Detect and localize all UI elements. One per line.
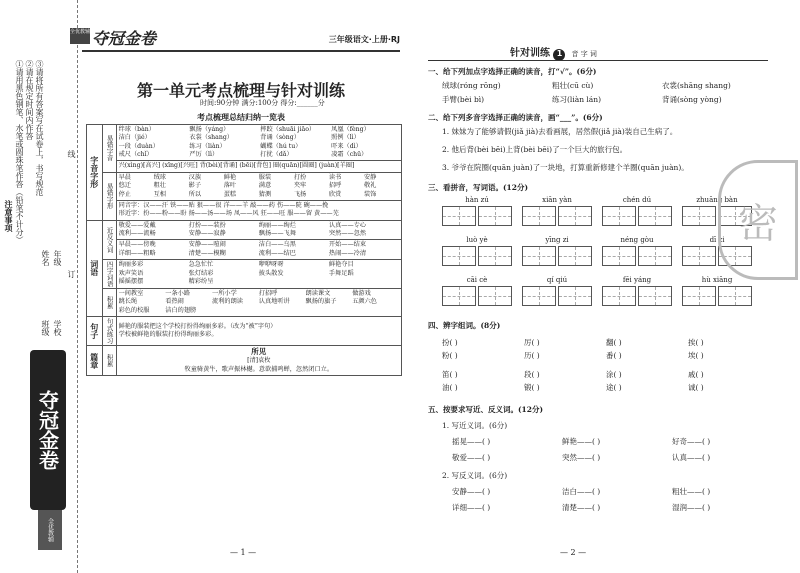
bianzi-item: 笛( ): [442, 370, 458, 379]
xing-item: 停止: [118, 190, 131, 198]
siz-item: 咿咿呀呀: [258, 261, 284, 269]
bianzi-item: 番( ): [606, 351, 622, 360]
pinyin-box: [682, 276, 752, 306]
jinyi-grid: [119, 222, 399, 239]
sub-siz: 四字词语: [102, 260, 116, 289]
page-number-left: — 1 —: [230, 548, 257, 557]
bianzi-pair: [524, 368, 540, 394]
write-cell[interactable]: [718, 286, 752, 306]
pinyin-label: luò yè: [466, 236, 488, 244]
xing-item: 悠迁: [118, 182, 131, 190]
xing-item: 服装: [258, 173, 272, 181]
grade-label: 三年级语文·上册·RJ: [328, 35, 400, 44]
q5b-item: 洁白——( ): [562, 487, 601, 496]
q5a-items: [452, 436, 782, 468]
biji-item: 飘扬的旗子: [305, 298, 337, 306]
xing-item: 所以: [188, 190, 202, 198]
biji-item: 流利的朗读: [212, 298, 243, 306]
bianzi-item: 油( ): [442, 383, 458, 392]
q1-item: 衣裳(shāng shang): [662, 81, 731, 90]
bianzi-item: 锻( ): [524, 383, 540, 392]
left-header: [70, 24, 400, 52]
yin-item: 吓来（dì）: [331, 142, 362, 150]
jinyi-item: 突然——忽然: [328, 229, 367, 237]
fanyi-item: 详细——粗略: [118, 249, 156, 257]
bianzi-item: 扮( ): [442, 338, 458, 347]
bianzi-item: 段( ): [524, 370, 540, 379]
category-ju: 句子: [87, 317, 103, 346]
header-label: 针对训练: [510, 48, 550, 59]
pinyin-box: [442, 276, 512, 306]
write-cell[interactable]: [478, 246, 512, 266]
xing-item: 互相: [153, 190, 166, 198]
siz-item: 精彩纷呈: [188, 278, 214, 286]
bianzi-item: 诚( ): [688, 383, 704, 392]
bianzi-pair: [606, 336, 622, 362]
jinyi-item: 打扮——装扮: [188, 221, 226, 229]
fanyi-grid: [119, 241, 399, 258]
xing-item: 打扮: [293, 173, 307, 181]
publisher-badge: 全优教辅: [70, 28, 90, 44]
q5a-item: 敬爱——( ): [452, 453, 491, 462]
q2-item-2: 2. 他后背(bèi bēi)上背(bèi bēi)了一个巨大的旅行包。: [442, 145, 628, 154]
jinyi-item: 流利——流畅: [118, 229, 156, 237]
write-cell[interactable]: [682, 246, 716, 266]
yin-item: 照例（lì）: [331, 134, 360, 142]
pinyin-label: chén dú: [622, 196, 652, 204]
q5b-item: 详细——( ): [452, 503, 491, 512]
q1-item: 背诵(sòng yòng): [662, 95, 722, 104]
write-cell[interactable]: [522, 246, 556, 266]
brand-logo: 夺冠金卷: [92, 29, 157, 48]
siz-item: 摇摇摆摆: [118, 278, 144, 286]
yin-item: 严厉（lì）: [189, 151, 219, 159]
pinyin-box: [522, 236, 592, 266]
table-title: 考点梳理总结归纳一览表: [197, 112, 285, 122]
bianzi-item: 挨( ): [688, 338, 704, 347]
write-cell[interactable]: [522, 286, 556, 306]
page-title: 第一单元考点梳理与针对训练: [136, 81, 345, 100]
bianzi-item: 翻( ): [606, 338, 622, 347]
biji-item: 认真地听讲: [258, 298, 290, 306]
tongyin-row: 同音字：汉——汗 铁——贴 狠——很 洋——羊 敲——药 伤——院 碗——挽: [118, 201, 329, 209]
header-number: 1: [553, 49, 565, 61]
poem-text: 牧童骑黄牛，歌声振林樾。意欲捕鸣蝉，忽然闭口立。: [184, 365, 334, 373]
jinyi-item: 飘扬——飞舞: [258, 229, 296, 237]
notice-line-1: ①请用黑色钢笔、水笔或圆珠笔作答（铅笔不计分）: [15, 60, 24, 244]
q1-item: 粗壮(cū cù): [552, 81, 594, 90]
q5a-item: 好奇——( ): [672, 437, 711, 446]
jinyi-item: 绚丽——绚烂: [258, 221, 296, 229]
section-header: [510, 44, 597, 61]
biji-item: 做游戏: [352, 290, 371, 298]
write-cell[interactable]: [442, 206, 476, 226]
write-cell[interactable]: [602, 246, 636, 266]
xing-item: 招呼: [328, 182, 342, 190]
bianzi-item: 埃( ): [688, 351, 704, 360]
class-label: 班级: [41, 320, 50, 336]
yin-item: 凤凰（fèng）: [331, 126, 370, 133]
xing-item: 安静: [363, 173, 377, 181]
binding-mark-1: 线: [67, 150, 76, 158]
siz-item: 急急忙忙: [188, 261, 214, 269]
fanyi-item: 流利——结巴: [258, 249, 296, 257]
jinyi-item: 认真——专心: [328, 221, 367, 229]
xing-item: 影子: [188, 182, 202, 190]
brand-vertical-logo: 夺冠金卷: [30, 350, 66, 510]
q5b-item: 粗壮——( ): [672, 487, 711, 496]
q1-items: [442, 80, 772, 108]
sub-yicuox: 易错字形: [102, 172, 116, 220]
q1-item: 练习(liàn lán): [552, 95, 602, 104]
school-label: 学校: [53, 320, 62, 336]
fanyi-item: 开始——结束: [328, 241, 367, 249]
siz-item: 鲜艳夺目: [328, 261, 354, 269]
yin-item: 蝴蝶（hú tu）: [260, 142, 302, 150]
q5b-item: 湿润——( ): [672, 503, 711, 512]
category-ciyu: 词语: [87, 220, 103, 317]
sub-ju: 句式练习: [102, 317, 116, 346]
bianzi-item: 途( ): [606, 383, 622, 392]
xing-item: 蛋糕: [223, 190, 237, 198]
siz-item: 欢声笑语: [118, 269, 144, 277]
bianzi-item: 粉( ): [442, 351, 458, 360]
summary-table: [86, 124, 402, 376]
q2-item-3: 3. 爷爷在院圈(quān juàn)了一块地，打算重新修建个羊圈(quān juàn)。: [442, 163, 689, 172]
confidential-stamp: 密: [718, 160, 798, 280]
q5b-items: [452, 486, 782, 518]
q5b-title: 2. 写反义词。(6分): [442, 471, 508, 480]
sub-biji: 积累: [102, 289, 116, 317]
xing-item: 飞扬: [293, 190, 307, 198]
grade-label: 年级: [53, 250, 62, 266]
write-cell[interactable]: [522, 206, 556, 226]
pinyin-label: cāi cè: [466, 276, 488, 284]
poem-author: [清]袁枚: [247, 357, 271, 365]
xing-grid: [119, 174, 399, 199]
notice-title: 注意事项: [4, 200, 14, 232]
jinyi-item: 敬爱——爱戴: [118, 221, 156, 229]
bianzi-item: 涂( ): [606, 370, 622, 379]
write-cell[interactable]: [682, 206, 716, 226]
duoyin-row: 兴(xìng)[高兴] (xīng)[兴旺] 背(bèi)[背诵] (bēi)[背包] 圈(quān)[圆圈] (juàn)[羊圈]: [116, 161, 401, 172]
write-cell[interactable]: [558, 206, 592, 226]
q5b-item: 清楚——( ): [562, 503, 601, 512]
category-zici: 字音字形: [87, 125, 103, 221]
q3-title: 三、看拼音，写词语。(12分): [428, 183, 529, 192]
pinyin-box: [522, 276, 592, 306]
xing-item: 满意: [258, 182, 272, 190]
biji-item: 洁白的翅膀: [165, 306, 197, 314]
fanyi-item: 清楚——模糊: [188, 249, 226, 257]
q1-item: 绒球(róng rōng): [442, 81, 501, 90]
biji-item: 一所小学: [212, 290, 237, 298]
pinyin-box: [602, 276, 672, 306]
xing-item: 早晨: [118, 173, 131, 181]
xing-item: 汉族: [188, 173, 202, 181]
pinyin-label: hù xiāng: [701, 276, 733, 284]
bianzi-pair: [524, 336, 540, 362]
xing-item: 欣赏: [328, 190, 342, 198]
biji-item: 跳长绳: [118, 298, 138, 306]
siz-item: 手舞足蹈: [328, 269, 354, 277]
yin-item: 戒尺（chǐ）: [118, 151, 153, 159]
q2-item-1: 1. 妹妹为了能够请假(jiǎ jià)去看画展，居然假(jiǎ jià)装自己生病了。: [442, 127, 678, 136]
write-cell[interactable]: [558, 286, 592, 306]
xing-item: 夹牢: [293, 182, 307, 190]
header-divider: [428, 60, 768, 61]
write-cell[interactable]: [638, 206, 672, 226]
fanyi-item: 安静——喧闹: [188, 241, 226, 249]
write-cell[interactable]: [442, 246, 476, 266]
pinyin-box: [602, 196, 672, 226]
pinyin-box: [522, 196, 592, 226]
q1-title: 一、给下列加点字选择正确的读音，打“√”。(6分): [428, 67, 597, 76]
jinyi-item: 安静——寂静: [188, 229, 226, 237]
xing-item: 绒球: [153, 173, 166, 181]
sub-yicuo: 易错字音: [102, 125, 116, 173]
q2-title: 二、给下列多音字选择正确的读音，画“___”。(6分): [428, 113, 603, 122]
pinyin-box: [442, 236, 512, 266]
sub-fanyi: 近反义词: [102, 220, 116, 259]
name-label: 姓名: [41, 250, 50, 266]
pinyin-label: néng gòu: [620, 236, 654, 244]
write-cell[interactable]: [682, 286, 716, 306]
header-sub: 音 字 词: [571, 50, 597, 58]
sub-pian: 积累: [102, 346, 116, 376]
q5a-item: 摇晃——( ): [452, 437, 491, 446]
pinyin-box: [442, 196, 512, 226]
siz-grid: [119, 261, 399, 286]
yin-item: 飘扬（yáng）: [189, 126, 230, 133]
ju-example-2: 学校被鲜艳的服装打扮得绚丽多彩。: [118, 331, 218, 339]
yin-grid: [119, 126, 399, 159]
bianzi-pair: [688, 336, 704, 362]
q5a-item: 突然——( ): [562, 453, 601, 462]
pinyin-label: qí qiú: [546, 276, 568, 284]
write-cell[interactable]: [478, 286, 512, 306]
yin-item: 练习（liàn）: [189, 142, 226, 150]
notice-line-2: ②请在规定时间内作答: [25, 60, 34, 140]
pinyin-label: zhuāng bàn: [696, 196, 738, 204]
biji-item: 一条小路: [165, 290, 191, 298]
xing-item: 敬礼: [363, 182, 377, 190]
bianzi-pair: [442, 336, 458, 362]
yin-item: 背诵（sòng）: [260, 134, 300, 142]
binding-mark-2: 订: [67, 270, 76, 278]
siz-item: 张灯结彩: [188, 269, 214, 277]
pinyin-label: fēi yáng: [622, 276, 652, 284]
page-number-right: — 2 —: [560, 548, 587, 557]
category-pian: 篇章: [87, 346, 103, 376]
pinyin-label: xiān yàn: [542, 196, 572, 204]
poem-title: 所见: [251, 347, 267, 357]
bianzi-item: 历( ): [524, 351, 540, 360]
biji-item: 朗读课文: [305, 290, 331, 298]
siz-item: 披头散发: [258, 269, 284, 277]
notice-line-3: ③请将所有答案写在试卷上，书写规范: [35, 60, 44, 196]
biji-grid: [119, 290, 399, 315]
bianzi-item: 厉( ): [524, 338, 540, 347]
write-cell[interactable]: [602, 286, 636, 306]
q5b-item: 安静——( ): [452, 487, 491, 496]
q5-title: 五、按要求写近、反义词。(12分): [428, 405, 544, 414]
publisher-logo: 全优教辅: [38, 510, 62, 550]
xingjin-row: 形近字：扮——粉——盼 扬——汤——场 凤——风 狂——旺 服——留 黄——芜: [118, 210, 339, 218]
xing-item: 粗壮: [153, 182, 166, 190]
biji-item: 五颜六色: [352, 298, 377, 306]
fanyi-item: 热闹——冷清: [328, 249, 367, 257]
q5a-item: 认真——( ): [672, 453, 711, 462]
write-cell[interactable]: [558, 246, 592, 266]
pinyin-label: dī zi: [709, 236, 725, 244]
pinyin-label: hàn zú: [465, 196, 489, 204]
bianzi-pair: [606, 368, 622, 394]
fanyi-item: 洁白——乌黑: [258, 241, 296, 249]
ju-example-1: 鲜艳的服装把这个学校打扮得绚丽多彩。（改为“被”字句）: [118, 322, 277, 330]
bianzi-pair: [688, 368, 704, 394]
xing-item: 读书: [328, 173, 342, 181]
yin-item: 洁白（jié）: [118, 134, 151, 142]
pinyin-box: [602, 236, 672, 266]
yin-item: 打扰（dǎ）: [260, 151, 293, 159]
write-cell[interactable]: [478, 206, 512, 226]
yin-item: 衣裳（shang）: [189, 134, 233, 142]
biji-item: 一间教室: [118, 290, 144, 298]
biji-item: 打招呼: [258, 290, 278, 298]
xing-item: 鲜艳: [223, 173, 237, 181]
write-cell[interactable]: [638, 286, 672, 306]
q5a-title: 1. 写近义词。(6分): [442, 421, 508, 430]
xing-item: 装饰: [363, 190, 377, 198]
write-cell[interactable]: [442, 286, 476, 306]
q4-title: 四、辨字组词。(8分): [428, 321, 501, 330]
yin-item: 摔跤（shuāi jiāo）: [260, 126, 316, 133]
write-cell[interactable]: [638, 246, 672, 266]
yin-item: 绊球（bàn）: [118, 126, 155, 133]
biji-item: 彩色的校服: [118, 306, 150, 314]
siz-item: 绚丽多彩: [118, 261, 144, 269]
bianzi-pair: [442, 368, 458, 394]
xing-item: 猜测: [258, 190, 272, 198]
yin-item: 一段（duàn）: [118, 142, 159, 150]
bianzi-item: 戚( ): [688, 370, 704, 379]
write-cell[interactable]: [602, 206, 636, 226]
yin-item: 凌霜（chū）: [331, 151, 368, 159]
q5a-item: 鲜艳——( ): [562, 437, 601, 446]
q1-item: 手臂(bèi bì): [442, 95, 485, 104]
biji-item: 看热闹: [165, 298, 184, 306]
fanyi-item: 早晨——傍晚: [118, 241, 156, 249]
pinyin-label: yīng zi: [545, 236, 569, 244]
xing-item: 落叶: [223, 182, 237, 190]
exam-meta: 时间:90分钟 满分:100分 得分:______分: [200, 99, 325, 107]
